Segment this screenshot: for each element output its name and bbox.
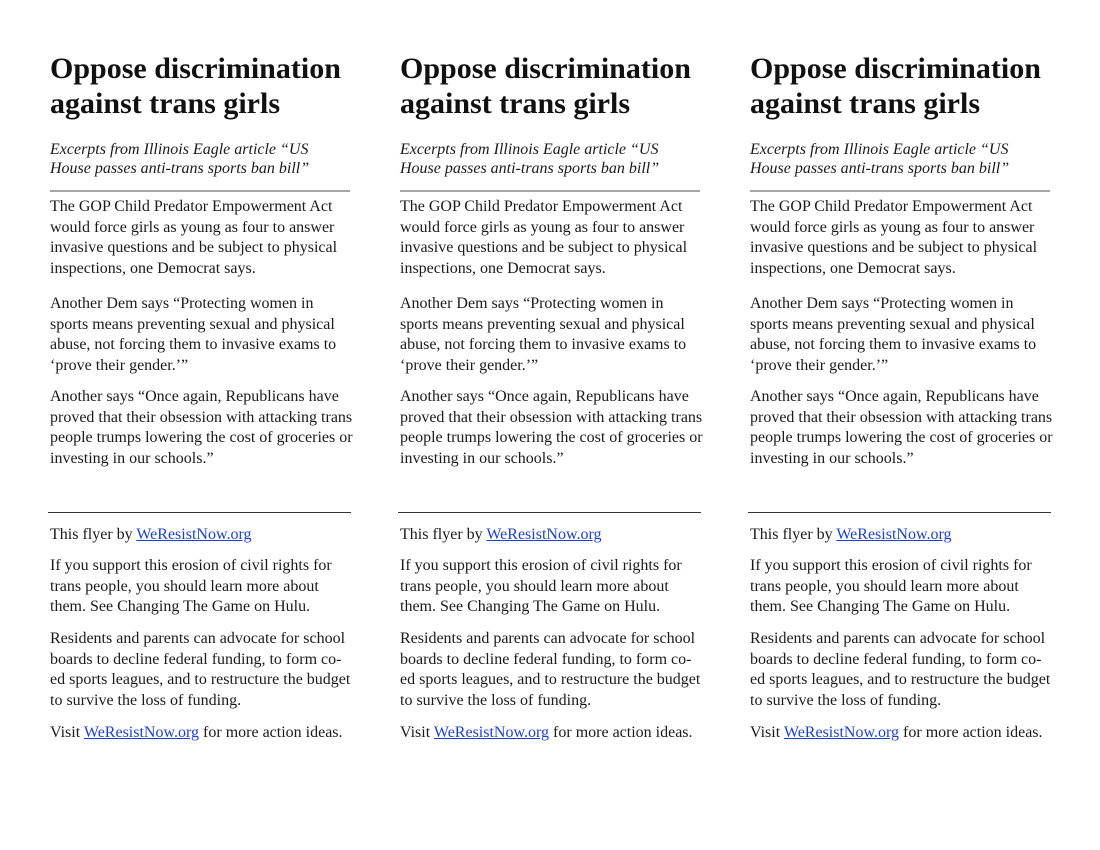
flyer-subtitle: Excerpts from Illinois Eagle article “US House passes anti-trans sports ban bill”: [750, 141, 1010, 177]
flyer-byline: [400, 525, 705, 546]
header-divider: [750, 190, 1050, 192]
visit-text: for more action ideas.: [899, 724, 1043, 741]
header-divider: [400, 190, 700, 192]
footer-paragraph: If you support this erosion of civil rights for trans people, you should learn more about them. See Changing The Game on Hulu.: [400, 557, 682, 615]
section-divider: [398, 512, 701, 513]
flyer-title: Oppose discrimination against trans girls: [400, 52, 691, 120]
weresistnow-link[interactable]: WeResistNow.org: [836, 526, 952, 543]
visit-paragraph: [750, 723, 1055, 744]
excerpt-paragraph: Another says “Once again, Republicans have proved that their obsession with attacking trans people trumps lowering the cost of groceries or investing in our schools.”: [750, 388, 1053, 467]
flyer-byline: [750, 525, 1055, 546]
footer-paragraph: If you support this erosion of civil rights for trans people, you should learn more about them. See Changing The Game on Hulu.: [750, 557, 1032, 615]
byline-text: This flyer by: [400, 526, 487, 543]
flyer-subtitle: Excerpts from Illinois Eagle article “US House passes anti-trans sports ban bill”: [400, 141, 660, 177]
weresistnow-link[interactable]: WeResistNow.org: [136, 526, 252, 543]
footer-paragraph: Residents and parents can advocate for school boards to decline federal funding, to form co-ed sports leagues, and to restructure the budget to survive the loss of funding.: [50, 630, 351, 709]
visit-paragraph: [50, 723, 355, 744]
footer-paragraph: If you support this erosion of civil rights for trans people, you should learn more about them. See Changing The Game on Hulu.: [50, 557, 332, 615]
footer-paragraph: Residents and parents can advocate for school boards to decline federal funding, to form co-ed sports leagues, and to restructure the budget to survive the loss of funding.: [400, 630, 701, 709]
footer-paragraph: Residents and parents can advocate for school boards to decline federal funding, to form co-ed sports leagues, and to restructure the budget to survive the loss of funding.: [750, 630, 1051, 709]
flyer-title: Oppose discrimination against trans girls: [750, 52, 1041, 120]
excerpt-paragraph: Another Dem says “Protecting women in sports means preventing sexual and physical abuse, not forcing them to invasive exams to ‘prove their gender.’”: [400, 295, 687, 374]
byline-text: This flyer by: [50, 526, 137, 543]
excerpt-paragraph: The GOP Child Predator Empowerment Act would force girls as young as four to answer invasive questions and be subject to physical inspections, one Democrat says.: [400, 198, 688, 277]
weresistnow-link[interactable]: WeResistNow.org: [486, 526, 602, 543]
visit-text: Visit: [750, 724, 784, 741]
section-divider: [48, 512, 351, 513]
visit-paragraph: [400, 723, 705, 744]
excerpt-paragraph: Another Dem says “Protecting women in sports means preventing sexual and physical abuse, not forcing them to invasive exams to ‘prove their gender.’”: [50, 295, 337, 374]
excerpt-paragraph: The GOP Child Predator Empowerment Act would force girls as young as four to answer invasive questions and be subject to physical inspections, one Democrat says.: [750, 198, 1038, 277]
visit-text: for more action ideas.: [199, 724, 343, 741]
excerpt-paragraph: Another says “Once again, Republicans have proved that their obsession with attacking trans people trumps lowering the cost of groceries or investing in our schools.”: [50, 388, 353, 467]
weresistnow-link[interactable]: WeResistNow.org: [783, 724, 900, 741]
section-divider: [748, 512, 1051, 513]
excerpt-paragraph: Another Dem says “Protecting women in sports means preventing sexual and physical abuse, not forcing them to invasive exams to ‘prove their gender.’”: [750, 295, 1037, 374]
excerpt-paragraph: The GOP Child Predator Empowerment Act would force girls as young as four to answer invasive questions and be subject to physical inspections, one Democrat says.: [50, 198, 338, 277]
weresistnow-link[interactable]: WeResistNow.org: [83, 724, 200, 741]
byline-text: This flyer by: [750, 526, 837, 543]
visit-text: Visit: [50, 724, 84, 741]
header-divider: [50, 190, 350, 192]
visit-text: for more action ideas.: [549, 724, 693, 741]
flyer-title: Oppose discrimination against trans girls: [50, 52, 341, 120]
excerpt-paragraph: Another says “Once again, Republicans have proved that their obsession with attacking trans people trumps lowering the cost of groceries or investing in our schools.”: [400, 388, 703, 467]
flyer-byline: [50, 525, 355, 546]
flyer-subtitle: Excerpts from Illinois Eagle article “US House passes anti-trans sports ban bill”: [50, 141, 310, 177]
visit-text: Visit: [400, 724, 434, 741]
weresistnow-link[interactable]: WeResistNow.org: [433, 724, 550, 741]
